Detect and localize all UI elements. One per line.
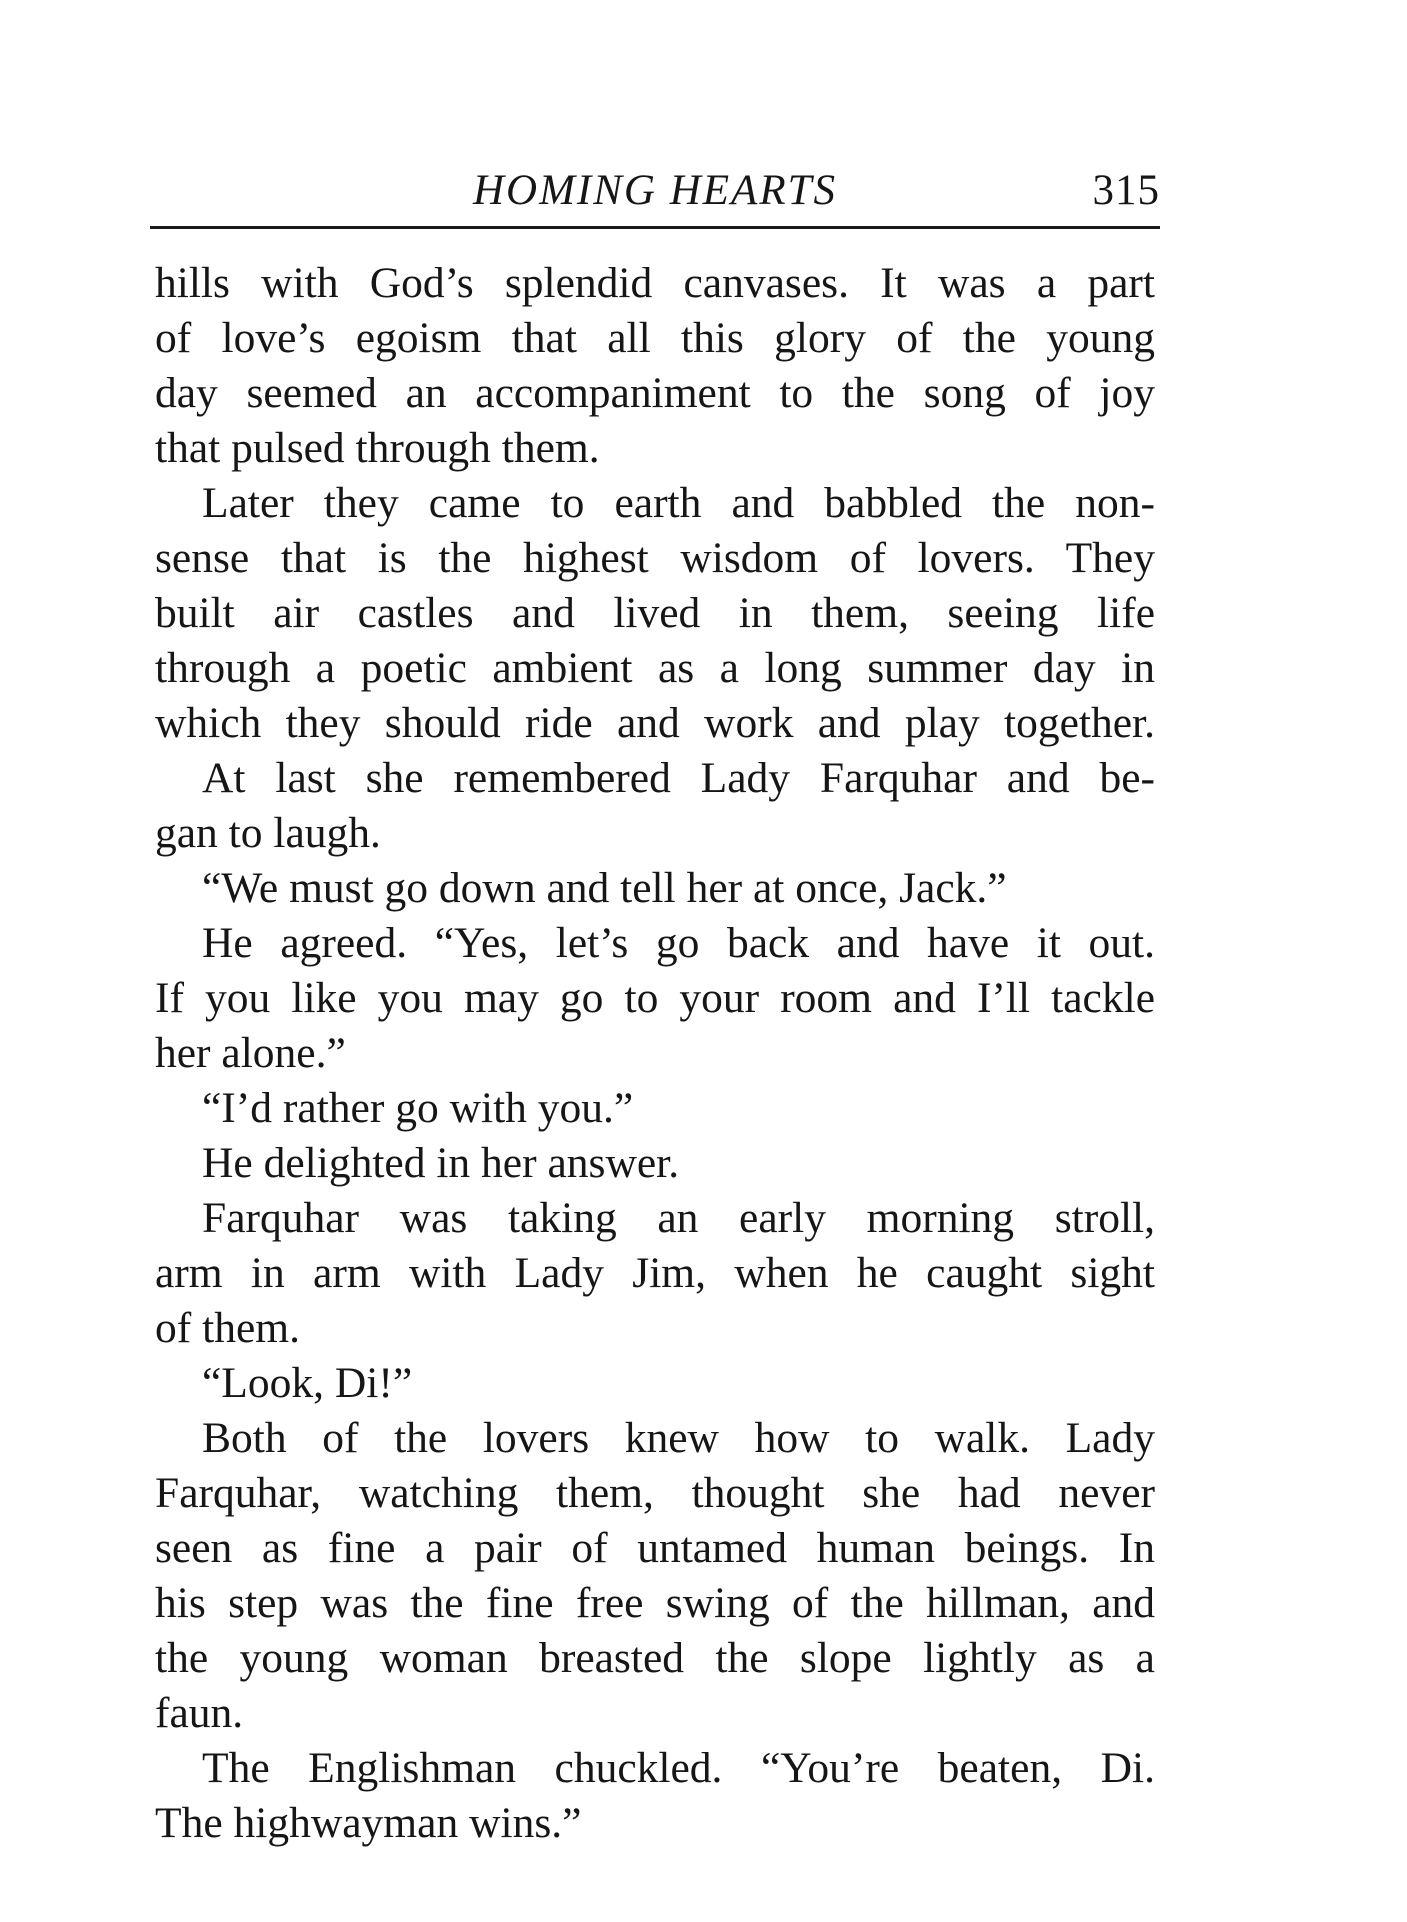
text-line: “I’d rather go with you.”	[202, 1084, 634, 1132]
text-line: The highwayman wins.”	[155, 1799, 582, 1847]
text-line: faun.	[155, 1689, 244, 1737]
text-line: seen as fine a pair of untamed human beings. In	[155, 1524, 1155, 1572]
page-number: 315	[1092, 167, 1160, 214]
text-line: day seemed an accompaniment to the song of joy	[155, 369, 1155, 417]
text-line: of love’s egoism that all this glory of the young	[155, 314, 1155, 362]
text-line: He agreed. “Yes, let’s go back and have it out.	[202, 919, 1155, 967]
text-line: Farquhar, watching them, thought she had never	[155, 1469, 1155, 1517]
text-line: his step was the fine free swing of the hillman, and	[155, 1579, 1155, 1627]
text-line: gan to laugh.	[155, 809, 381, 857]
text-line: hills with God’s splendid canvases. It was a part	[155, 259, 1155, 307]
text-line: sense that is the highest wisdom of lovers. They	[155, 534, 1155, 582]
text-line: Farquhar was taking an early morning stroll,	[202, 1194, 1155, 1242]
text-line: that pulsed through them.	[155, 424, 600, 472]
text-line: “Look, Di!”	[202, 1359, 413, 1407]
text-line: He delighted in her answer.	[202, 1139, 680, 1187]
page-header	[150, 166, 1160, 229]
text-line: At last she remembered Lady Farquhar and be-	[202, 754, 1155, 802]
text-line: Both of the lovers knew how to walk. Lady	[202, 1414, 1155, 1462]
text-line: The Englishman chuckled. “You’re beaten, Di.	[202, 1744, 1155, 1792]
text-line: which they should ride and work and play together.	[155, 699, 1155, 747]
body-text	[155, 256, 1155, 1851]
text-line: built air castles and lived in them, seeing life	[155, 589, 1155, 637]
text-line: the young woman breasted the slope lightly as a	[155, 1634, 1155, 1682]
text-line: Later they came to earth and babbled the non-	[202, 479, 1155, 527]
text-line: arm in arm with Lady Jim, when he caught sight	[155, 1249, 1155, 1297]
text-line: her alone.”	[155, 1029, 346, 1077]
text-line: through a poetic ambient as a long summer day in	[155, 644, 1155, 692]
running-title: HOMING HEARTS	[473, 167, 837, 214]
text-line: If you like you may go to your room and I’ll tackle	[155, 974, 1155, 1022]
text-line: of them.	[155, 1304, 300, 1352]
text-line: “We must go down and tell her at once, Jack.”	[202, 864, 1007, 912]
